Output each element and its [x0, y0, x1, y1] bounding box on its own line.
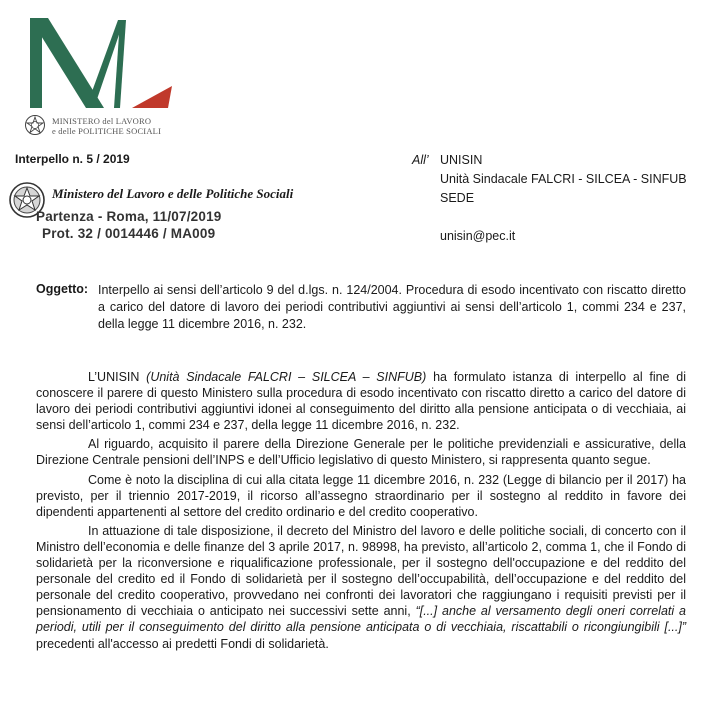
recipient-sede: SEDE — [440, 191, 475, 205]
stamp-ministry-name: Ministero del Lavoro e delle Politiche Sociali — [52, 186, 294, 201]
paragraph-3: Come è noto la disciplina di cui alla citata legge 11 dicembre 2016, n. 232 (Legge di bilancio per il 2017) ha previsto, per il triennio 2017-2019, il ricorso all’assegno straordinario per il sostegno al reddito in favore dei dipendenti appartenenti al settore del credito ordinario e del credito cooperativo. — [36, 472, 686, 519]
republic-emblem-icon — [24, 114, 46, 136]
recipient-unit: Unità Sindacale FALCRI - SILCEA - SINFUB — [440, 172, 687, 186]
paragraph-2: Al riguardo, acquisito il parere della Direzione Generale per le politiche previdenziali e assicurative, della Direzione Centrale pensioni dell’INPS e dell’Ufficio legislativo di questo Ministero, si rappresenta quanto segue. — [36, 437, 686, 468]
subject-label: Oggetto: — [36, 282, 89, 296]
ministry-logo — [22, 12, 182, 112]
logo-l-foot — [132, 86, 172, 108]
paragraph-4: In attuazione di tale disposizione, il decreto del Ministro del lavoro e delle politiche sociali, di concerto con il Ministro dell’economia e delle finanze del 3 aprile 2017, n. 98998, ha previsto, all’articolo 2, comma 1, che il Fondo di solidarietà per la riconversione e riqualificazione professionale, per il sostegno dell'occupazione e del reddito del personale del credito ed il Fondo di solidarietà per il sostegno dell’occupabilità, dell’occupazione e del reddito del personale del credito cooperativo, provvedano nei confronti dei lavoratori che raggiungano i requisiti previsti per il pensionamento di vecchiaia o anticipato nei successivi sette anni, “[...] anche al versamento degli oneri correlati a periodi, utili per il conseguimento del diritto alla pensione anticipata o di vecchiaia, riscattabili o ricongiungibili [...]” precedenti all'accesso ai predetti Fondi di solidarietà. — [36, 523, 686, 651]
interpello-reference: Interpello n. 5 / 2019 — [15, 152, 130, 166]
recipient-email: unisin@pec.it — [440, 229, 516, 243]
letter-body — [36, 369, 686, 654]
stamp-departure: Partenza - Roma, 11/07/2019 — [36, 209, 222, 224]
stamp-protocol: Prot. 32 / 0014446 / MA009 — [42, 226, 216, 241]
ministry-name-small: MINISTERO del LAVORO e delle POLITICHE SOCIALI — [52, 116, 162, 136]
paragraph-1: L’UNISIN (Unità Sindacale FALCRI – SILCEA – SINFUB) ha formulato istanza di interpello al fine di conoscere il parere di questo Ministero sulla procedura di esodo incentivato con riscatto diretto a carico del datore di lavoro dei periodi contributivi aggiuntivi idonei al conseguimento del diritto alla pensione anticipata o di vecchiaia, ai sensi dell’articolo 1, commi 234 e 237, della legge 11 dicembre 2016, n. 232. — [36, 370, 686, 433]
subject-text: Interpello ai sensi dell’articolo 9 del d.lgs. n. 124/2004. Procedura di esodo incentivato con riscatto diretto a carico del datore di lavoro dei periodi contributivi aggiuntivi ai sensi dell’articolo 1, commi 234 e 237, della legge 11 dicembre 2016, n. 232. — [98, 283, 686, 331]
recipient-prefix: All’ — [412, 153, 429, 167]
recipient-name: UNISIN — [440, 153, 483, 167]
